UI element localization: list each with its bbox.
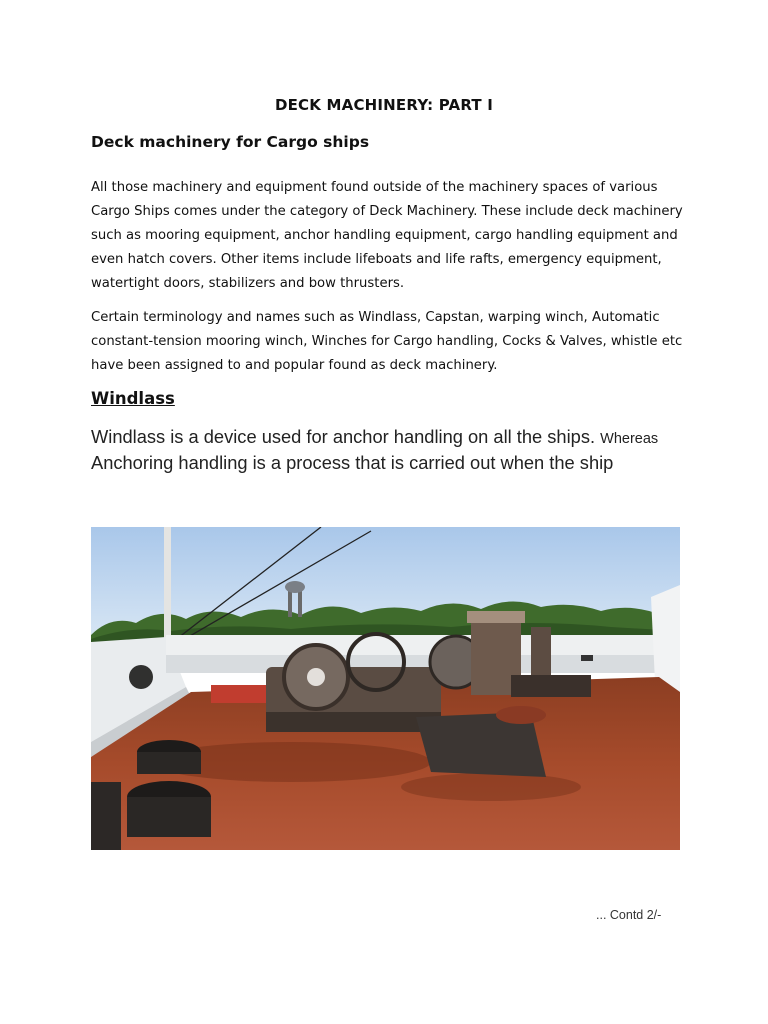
windlass-description — [91, 425, 711, 475]
windlass-description-line1: Windlass is a device used for anchor handling on all the ships. — [91, 426, 596, 447]
intro-paragraph: All those machinery and equipment found outside of the machinery spaces of various Cargo Ships comes under the category of Deck Machinery. These include deck machinery such as mooring equipment, anchor handling equipment, cargo handling equipment and even hatch covers. Other items include lifeboats and life rafts, emergency equipment, watertight doors, stabilizers and bow thrusters. — [91, 180, 683, 291]
deck-machinery-photo — [91, 527, 680, 850]
continuation-note: ... Contd 2/- — [596, 908, 662, 922]
windlass-description-whereas: Whereas — [600, 431, 659, 447]
windlass-description-line2: Anchoring handling is a process that is carried out when the ship — [91, 452, 614, 473]
terminology-paragraph: Certain terminology and names such as Windlass, Capstan, warping winch, Automatic constant-tension mooring winch, Winches for Cargo handling, Cocks & Valves, whistle etc have been assigned to and popular found as deck machinery. — [91, 310, 683, 373]
document-subtitle: Deck machinery for Cargo ships — [91, 133, 370, 151]
page-title: DECK MACHINERY: PART I — [274, 96, 494, 114]
section-heading-windlass: Windlass — [91, 389, 175, 408]
